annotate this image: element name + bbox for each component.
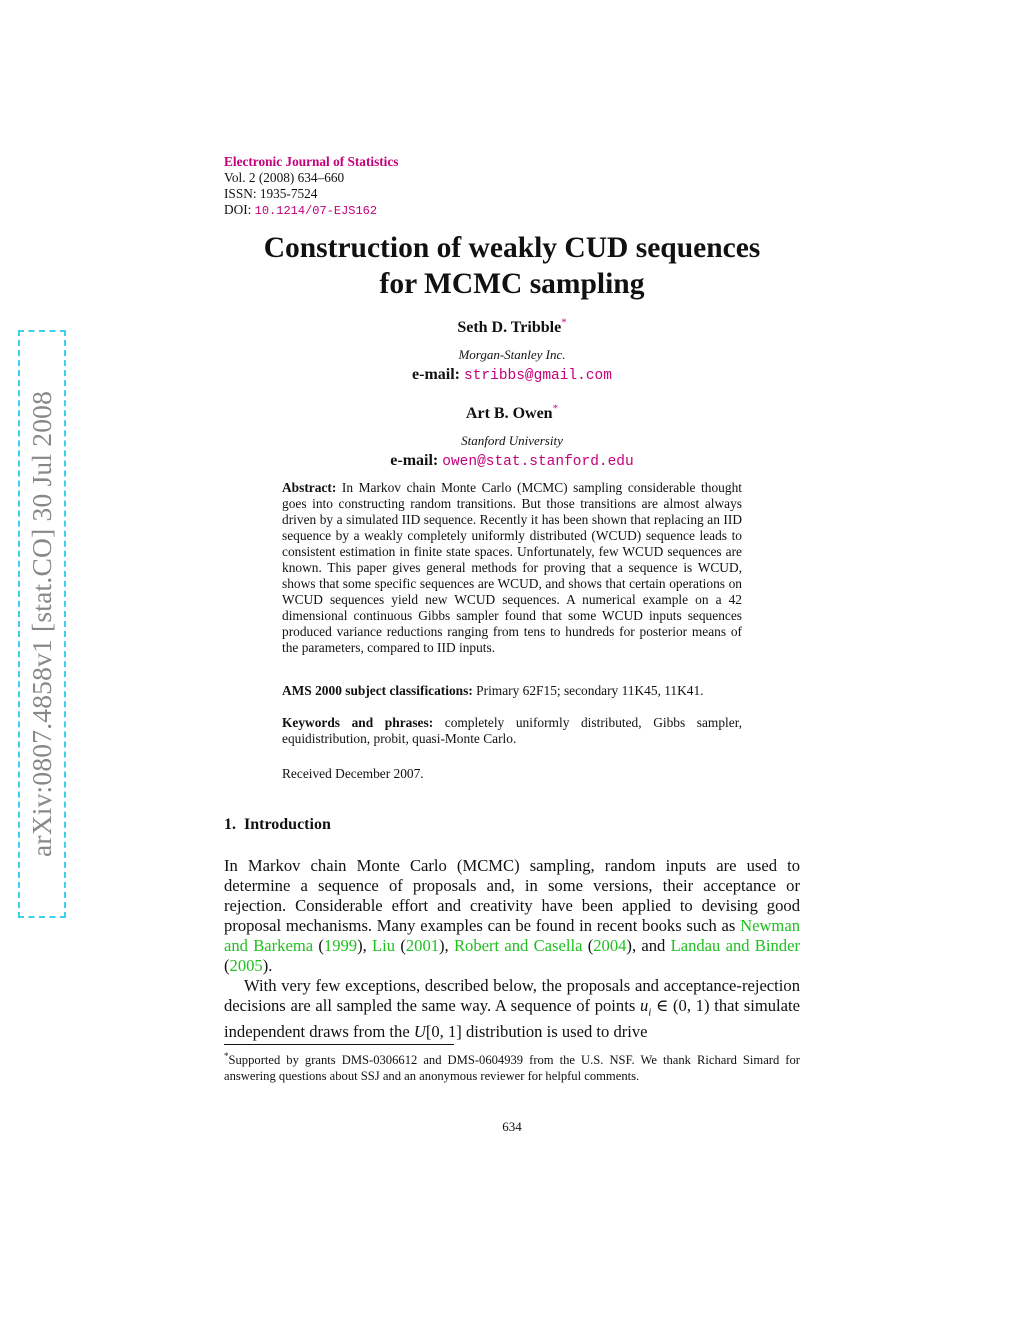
ams-classification bbox=[282, 683, 742, 699]
author-2-email-label: e-mail: bbox=[390, 452, 439, 469]
citation-robert-casella[interactable]: Robert and Casella bbox=[453, 936, 583, 955]
footnote-text: Supported by grants DMS-0306612 and DMS-0604939 from the U.S. NSF. We thank Richard Simard for answering questions about SSJ and an anonymous reviewer for helpful comments. bbox=[224, 1053, 800, 1084]
paragraph-text: With very few exceptions, described below, the proposals and acceptance-rejection decisions are all sampled the same way. A sequence of points bbox=[224, 976, 800, 1015]
doi-link[interactable]: 10.1214/07-EJS162 bbox=[254, 204, 378, 218]
paren: ( bbox=[582, 936, 594, 955]
citation-year-1999[interactable]: 1999 bbox=[323, 936, 358, 955]
citation-year-2001[interactable]: 2001 bbox=[405, 936, 440, 955]
paragraph-end: ). bbox=[262, 956, 273, 975]
paren: ( bbox=[224, 956, 230, 975]
paper-title bbox=[200, 230, 824, 302]
author-2-email[interactable]: owen@stat.stanford.edu bbox=[442, 454, 634, 470]
author-2-affiliation: Stanford University bbox=[461, 433, 563, 448]
separator: ), and bbox=[626, 936, 671, 955]
keywords-label: Keywords and phrases: bbox=[282, 715, 434, 730]
footnote-rule bbox=[224, 1044, 454, 1045]
section-number: 1. bbox=[224, 816, 236, 833]
author-2-email-line bbox=[0, 452, 1024, 470]
author-1-affiliation: Morgan-Stanley Inc. bbox=[458, 347, 566, 362]
citation-year-2005[interactable]: 2005 bbox=[229, 956, 263, 975]
arxiv-identifier: arXiv:0807.4858v1 [stat.CO] 30 Jul 2008 bbox=[26, 390, 57, 858]
math-unit-interval: [0, 1] bbox=[425, 1022, 462, 1042]
paragraph-text: In Markov chain Monte Carlo (MCMC) sampling, random inputs are used to determine a sequence of proposals and, in some versions, their acceptance or rejection. Considerable effort and creativity have been applied to devising good proposal mechanisms. Many examples can be found in recent books such as bbox=[224, 856, 800, 935]
doi-label: DOI: bbox=[224, 202, 252, 217]
journal-volume: Vol. 2 (2008) 634–660 bbox=[224, 170, 345, 185]
title-line-2: for MCMC sampling bbox=[379, 268, 645, 300]
author-2-name-text: Art B. Owen bbox=[465, 405, 553, 422]
author-2-name bbox=[0, 402, 1024, 423]
journal-header bbox=[224, 154, 398, 219]
citation-landau-binder[interactable]: Landau and Binder bbox=[670, 936, 800, 955]
math-subscript-i: i bbox=[648, 1006, 652, 1019]
abstract-text: In Markov chain Monte Carlo (MCMC) sampling considerable thought goes into constructing random transitions. But those transitions are almost always driven by a simulated IID sequence. Recently it has been shown that replacing an IID sequence by a weakly completely uniformly distributed (WCUD) sequence leads to consistent estimation in finite state spaces. Unfortunately, few WCUD sequences are known. This paper gives general methods for proving that a sequence is WCUD, shows that some specific sequences are WCUD, and shows that certain operations on WCUD sequences yield new WCUD sequences. A numerical example on a 42 dimensional continuous Gibbs sampler found that some WCUD inputs sequences produced variance reductions ranging from tens to hundreds for posterior means of the parameters, compared to IID inputs. bbox=[282, 480, 742, 655]
author-1-email-line bbox=[0, 366, 1024, 384]
ams-text: Primary 62F15; secondary 11K45, 11K41. bbox=[476, 683, 704, 698]
author-1-footnote-mark[interactable]: * bbox=[561, 316, 567, 329]
author-1-name bbox=[0, 316, 1024, 337]
journal-doi-line bbox=[224, 202, 398, 219]
keywords-text: completely uniformly distributed, Gibbs sampler, equidistribution, probit, quasi-Monte Carlo. bbox=[282, 715, 742, 746]
keywords bbox=[282, 715, 742, 747]
citation-liu[interactable]: Liu bbox=[372, 936, 396, 955]
author-1-name-text: Seth D. Tribble bbox=[457, 319, 562, 336]
section-heading-introduction bbox=[224, 816, 331, 834]
paragraph-text: distribution is used to drive bbox=[461, 1022, 648, 1042]
ams-label: AMS 2000 subject classifications: bbox=[282, 683, 473, 698]
abstract bbox=[282, 480, 742, 656]
footnote-mark: * bbox=[224, 1051, 229, 1061]
paren: ( bbox=[395, 936, 406, 955]
separator: ), bbox=[439, 936, 454, 955]
section-title: Introduction bbox=[244, 816, 331, 833]
title-line-1: Construction of weakly CUD sequences bbox=[263, 232, 761, 264]
separator: ), bbox=[357, 936, 373, 955]
page-number: 634 bbox=[502, 1119, 522, 1134]
footnote bbox=[224, 1048, 800, 1084]
math-u: u bbox=[639, 996, 649, 1015]
citation-newman-barkema[interactable]: Newman and Barkema bbox=[224, 916, 800, 955]
math-interval: ∈ (0, 1) bbox=[651, 996, 710, 1015]
received-date: Received December 2007. bbox=[282, 766, 424, 781]
abstract-label: Abstract: bbox=[282, 480, 337, 495]
citation-year-2004[interactable]: 2004 bbox=[593, 936, 627, 955]
author-1-email[interactable]: stribbs@gmail.com bbox=[464, 368, 612, 384]
author-2-footnote-mark[interactable]: * bbox=[552, 402, 559, 415]
journal-issn: ISSN: 1935-7524 bbox=[224, 186, 318, 201]
journal-name[interactable]: Electronic Journal of Statistics bbox=[224, 154, 399, 169]
paragraph-text: that simulate independent draws from the bbox=[224, 996, 801, 1042]
intro-paragraph-1 bbox=[224, 856, 800, 976]
author-1-email-label: e-mail: bbox=[412, 366, 461, 383]
paren: ( bbox=[313, 936, 324, 955]
math-U: U bbox=[413, 1022, 426, 1042]
intro-paragraph-2 bbox=[224, 976, 800, 1042]
